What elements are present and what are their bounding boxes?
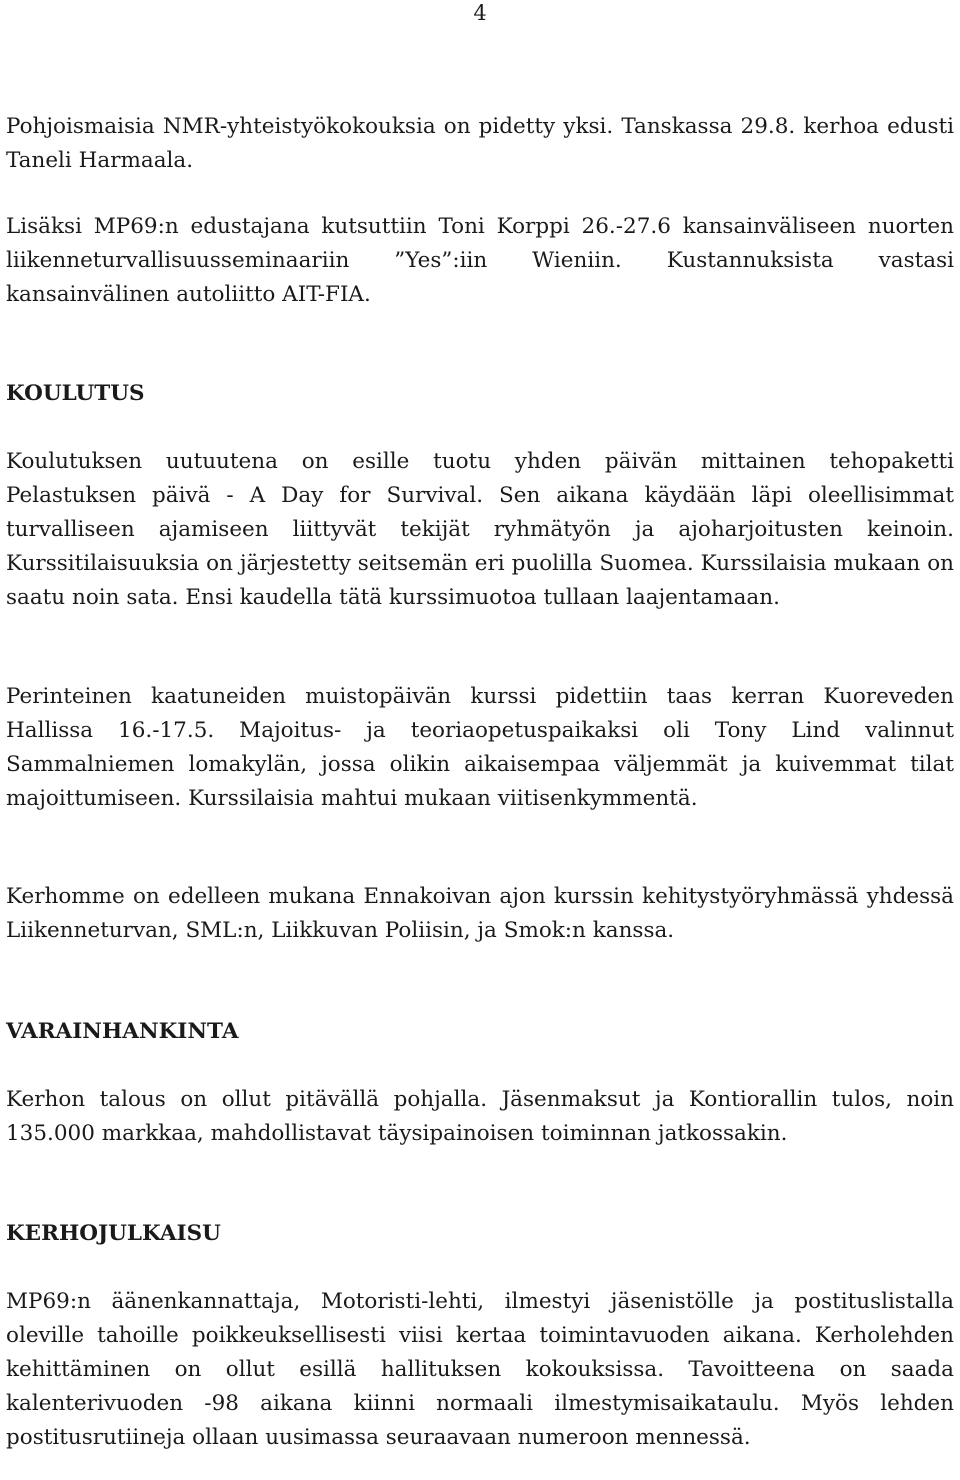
intro-paragraph-2: Lisäksi MP69:n edustajana kutsuttiin Toni Korppi 26.-27.6 kansainväliseen nuorten liikenneturvallisuusseminaariin ”Yes”:iin Wieniin. Kustannuksista vastasi kansainvälinen autoliitto AIT-FIA. xyxy=(6,214,954,307)
intro-paragraph-1: Pohjoismaisia NMR-yhteistyökokouksia on pidetty yksi. Tanskassa 29.8. kerhoa edusti Taneli Harmaala. xyxy=(6,114,954,173)
koulutus-paragraph-1: Koulutuksen uutuutena on esille tuotu yhden päivän mittainen tehopaketti Pelastuksen päivä - A Day for Survival. Sen aikana käydään läpi oleellisimmat turvalliseen ajamiseen liittyvät tekijät ryhmätyön ja ajoharjoitusten keinoin. Kurssitilaisuuksia on järjestetty seitsemän eri puolilla Suomea. Kurssilaisia mukaan on saatu noin sata. Ensi kaudella tätä kurssimuotoa tullaan laajentamaan. xyxy=(6,449,954,610)
koulutus-heading: KOULUTUS xyxy=(6,381,145,406)
koulutus-paragraph-3: Kerhomme on edelleen mukana Ennakoivan ajon kurssin kehitystyöryhmässä yhdessä Liikenneturvan, SML:n, Liikkuvan Poliisin, ja Smok:n kanssa. xyxy=(6,884,954,943)
koulutus-paragraph-2-block xyxy=(6,680,954,816)
page-number: 4 xyxy=(473,1,487,25)
intro-paragraph-1-block xyxy=(6,110,954,178)
intro-paragraph-2-block xyxy=(6,210,954,312)
varainhankinta-paragraph: Kerhon talous on ollut pitävällä pohjalla. Jäsenmaksut ja Kontiorallin tulos, noin 135.000 markkaa, mahdollistavat täysipainoisen toiminnan jatkossakin. xyxy=(6,1087,954,1146)
kerhojulkaisu-heading-block xyxy=(6,1217,954,1251)
koulutus-heading-block xyxy=(6,377,954,411)
varainhankinta-heading-block xyxy=(6,1015,954,1049)
kerhojulkaisu-paragraph: MP69:n äänenkannattaja, Motoristi-lehti, ilmestyi jäsenistölle ja postituslistalla oleville tahoille poikkeuksellisesti viisi kertaa toimintavuoden aikana. Kerholehden kehittäminen on ollut esillä hallituksen kokouksissa. Tavoitteena on saada kalenterivuoden -98 aikana kiinni normaali ilmestymisaikataulu. Myös lehden postitusrutiineja ollaan uusimassa seuraavaan numeroon mennessä. xyxy=(6,1289,954,1450)
kerhojulkaisu-paragraph-block xyxy=(6,1285,954,1455)
varainhankinta-heading: VARAINHANKINTA xyxy=(6,1019,239,1044)
koulutus-paragraph-2: Perinteinen kaatuneiden muistopäivän kurssi pidettiin taas kerran Kuoreveden Hallissa 16.-17.5. Majoitus- ja teoriaopetuspaikaksi oli Tony Lind valinnut Sammalniemen lomakylän, jossa olikin aikaisempaa väljemmät ja kuivemmat tilat majoittumiseen. Kurssilaisia mahtui mukaan viitisenkymmentä. xyxy=(6,684,954,811)
koulutus-paragraph-1-block xyxy=(6,445,954,615)
koulutus-paragraph-3-block xyxy=(6,880,954,948)
kerhojulkaisu-heading: KERHOJULKAISU xyxy=(6,1221,221,1246)
varainhankinta-paragraph-block xyxy=(6,1083,954,1151)
